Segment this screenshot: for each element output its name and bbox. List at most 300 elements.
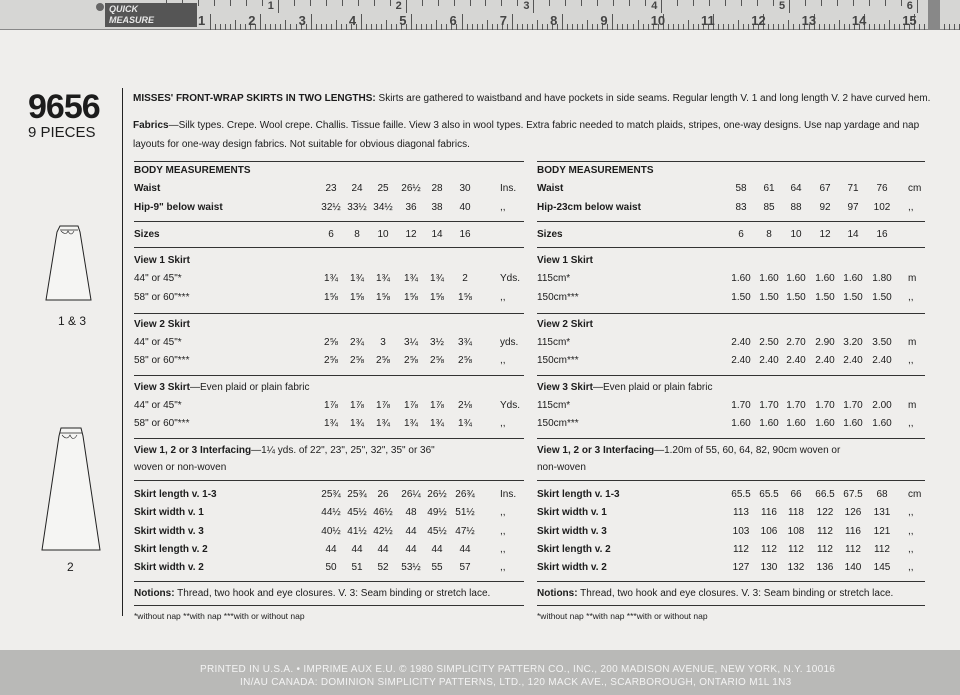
skirt-view-2-illustration [36,424,106,552]
cell-value: 130 [760,562,778,574]
ruler-mm-tick [275,24,276,30]
ruler-mm-tick [446,24,447,30]
ruler-inch-subtick [310,0,311,6]
ruler-mm-tick [683,24,684,30]
cell-value: 92 [819,202,831,213]
ruler-inch-subtick [725,0,726,6]
cell-value: 2.40 [759,355,779,366]
rule-line [134,375,524,376]
ruler-inch-subtick [821,0,822,6]
unit-label: ,, [500,355,506,366]
interfacing-line-2: non-woven [537,462,586,473]
unit-label: m [908,400,917,411]
ruler-inch-subtick [709,0,710,6]
ruler-inch-subtick [294,0,295,6]
ruler-inch-tick [661,0,662,13]
cell-value: 127 [732,562,750,574]
cell-value: 76 [876,183,888,194]
ruler-mm-tick [688,20,689,30]
cell-value: 1.50 [815,292,835,303]
ruler-mm-tick [944,24,945,30]
rule-line [537,581,925,582]
cell-value: 42½ [373,525,393,537]
cell-value: 61 [763,183,775,194]
ruler-mm-tick [316,24,317,30]
ruler-mm-tick [643,24,644,30]
cell-value: 112 [761,543,777,555]
cell-value: 97 [847,202,859,213]
ruler-inch-tick [278,0,279,13]
cell-value: 2.50 [759,337,779,348]
cell-value: 8 [354,229,360,240]
cell-value: 83 [735,202,747,213]
ruler-inch-subtick [326,0,327,6]
row-label: 58" or 60"*** [134,355,190,366]
ruler-inch-label: 3 [523,0,530,12]
cell-value: 1.60 [786,418,806,429]
cell-value: 10 [790,229,802,240]
ruler-mm-tick [371,24,372,30]
cell-value: 1.60 [815,273,835,284]
cell-value: 25¾ [321,489,341,500]
cell-value: 102 [873,202,891,213]
ruler-mm-tick [381,24,382,30]
ruler-inch-subtick [454,0,455,6]
ruler-inch-subtick [246,0,247,6]
notions-label: Notions: [134,588,175,599]
ruler-inch-subtick [757,0,758,6]
description-title: MISSES' FRONT-WRAP SKIRTS IN TWO LENGTHS: [133,93,376,104]
ruler-mm-tick [728,24,729,30]
ruler-mm-tick [592,24,593,30]
unit-label: ,, [908,292,914,303]
cell-value: 26 [377,489,389,500]
ruler-inch-subtick [214,0,215,6]
ruler-inch-subtick [374,0,375,6]
cell-value: 113 [733,507,749,519]
row-label: 58" or 60"*** [134,418,190,429]
cell-value: 2.40 [731,355,751,366]
cell-value: 126 [844,507,862,519]
ruler-inch-tick [917,0,918,13]
ruler-mm-tick [245,24,246,30]
ruler-inch-subtick [342,0,343,6]
notions-label: Notions: [537,588,578,599]
cell-value: 14 [431,229,443,240]
ruler-inch-label: 5 [779,0,786,12]
interfacing-text: —1.20m of 55, 60, 64, 82, 90cm woven or [654,445,841,456]
ruler-mm-tick [492,24,493,30]
ruler-mm-tick [376,24,377,30]
cell-value: 3¾ [458,337,472,348]
cell-value: 2⅝ [458,355,472,366]
ruler-mm-tick [793,24,794,30]
notions-text: Thread, two hook and eye closures. V. 3: Seam binding or stretch lace. [577,588,894,599]
ruler-mm-tick [673,24,674,30]
cell-value: 136 [816,562,834,574]
cell-value: 108 [787,525,805,537]
row-label: Skirt width v. 1 [537,507,607,519]
cell-value: 49½ [427,507,447,519]
cell-value: 26½ [401,183,421,194]
ruler-mm-tick [869,24,870,30]
cell-value: 1⅞ [430,400,444,411]
ruler-mm-tick [346,24,347,30]
ruler-cm-label: 5 [399,13,407,28]
cell-value: 2⅝ [430,355,444,366]
pattern-pieces: 9 PIECES [28,124,96,141]
row-label: Hip-23cm below waist [537,202,641,213]
ruler-mm-tick [648,24,649,30]
unit-label: ,, [500,543,506,555]
cell-value: 1.70 [731,400,751,411]
ruler-mm-tick [366,24,367,30]
cell-value: 44½ [321,507,341,519]
fabrics-text: —Silk types. Crepe. Wool crepe. Challis. Tissue faille. View 3 also in wool types. Extra fabric needed to match plaids, stripes, one-way designs. Use nap yardage and nap [168,120,920,131]
cell-value: 1⅝ [376,292,390,303]
cell-value: 116 [845,525,861,537]
rule-line [537,480,925,481]
unit-label: Yds. [500,273,521,284]
notions [537,588,893,600]
cell-value: 1.60 [759,273,779,284]
unit-label: ,, [500,418,506,429]
ruler-cm-label: 4 [348,13,357,28]
interfacing-line-1 [134,445,435,457]
cell-value: 23 [325,183,337,194]
ruler-inch-subtick [901,0,902,6]
unit-label: ,, [500,292,506,303]
ruler-inch-subtick [773,0,774,6]
cell-value: 40½ [321,525,341,537]
skirt-view-1-3-illustration [40,222,100,306]
rule-line [134,605,524,606]
view-3-label: View 3 Skirt [537,382,593,393]
cell-value: 122 [816,507,834,519]
row-label: Skirt length v. 2 [537,543,611,555]
row-label: 115cm* [537,337,571,348]
ruler-cm-label: 8 [550,13,558,28]
ruler-mm-tick [627,24,628,30]
ruler-mm-tick [527,24,528,30]
body-measurements-heading: BODY MEASUREMENTS [537,165,654,176]
ruler-inch-subtick [693,0,694,6]
ruler-mm-tick [698,24,699,30]
unit-label: yds. [500,337,519,348]
row-label: 44" or 45"* [134,273,182,284]
cell-value: 131 [873,507,891,519]
cell-value: 1¾ [430,418,444,429]
ruler-inch-subtick [517,0,518,6]
ruler-mm-tick [225,24,226,30]
cell-value: 1.60 [786,273,806,284]
cell-value: 3.20 [843,337,863,348]
ruler-mm-tick [597,24,598,30]
ruler-cm-tick [311,14,312,30]
ruler-cm-tick [411,14,412,30]
cell-value: 1.80 [872,273,892,284]
cell-value: 2⅝ [350,355,364,366]
ruler-mm-tick [567,24,568,30]
ruler-mm-tick [919,24,920,30]
canada-line: IN/AU CANADA: DOMINION SIMPLICITY PATTERNS, LTD., 120 MACK AVE., SCARBOROUGH, ONTARIO M1L 1N3 [240,677,792,688]
ruler-mm-tick [436,20,437,30]
ruler-mm-tick [783,24,784,30]
cell-value: 1.50 [731,292,751,303]
view-2-heading: View 2 Skirt [537,319,593,330]
unit-label: ,, [908,418,914,429]
row-label: Skirt width v. 3 [537,525,607,537]
ruler-mm-tick [617,24,618,30]
cell-value: 26¼ [401,489,421,500]
cell-value: 145 [873,562,891,574]
cell-value: 41½ [347,525,367,537]
unit-label: ,, [908,355,914,366]
ruler-mm-tick [235,20,236,30]
cell-value: 3 [380,337,386,348]
ruler-inch-label: 4 [651,0,658,12]
cell-value: 24 [351,183,363,194]
ruler-mm-tick [431,24,432,30]
ruler-mm-tick [844,24,845,30]
rule-line [537,161,925,162]
ruler-inch-subtick [438,0,439,6]
cell-value: 1.60 [759,418,779,429]
interfacing-text: —1¼ yds. of 22", 23", 25", 32", 35" or 36" [251,445,435,456]
rule-line [134,247,524,248]
cell-value: 2⅝ [324,337,338,348]
cell-value: 112 [817,543,833,555]
figure-caption-2: 2 [67,560,74,574]
cell-value: 1¾ [404,273,418,284]
cell-value: 2.40 [815,355,835,366]
cell-value: 50 [325,562,337,574]
cell-value: 65.5 [731,489,751,500]
ruler-inch-subtick [470,0,471,6]
cell-value: 25 [377,183,389,194]
ruler-inch-tick [533,0,534,13]
unit-label: Ins. [500,183,517,194]
ruler-mm-tick [874,24,875,30]
cell-value: 1¾ [430,273,444,284]
measure-label: MEASURE [109,15,155,25]
ruler-mm-tick [668,24,669,30]
cell-value: 2.70 [786,337,806,348]
rule-line [537,221,925,222]
cell-value: 6 [738,229,744,240]
cell-value: 140 [844,562,862,574]
cell-value: 2.00 [872,400,892,411]
row-label: Skirt width v. 2 [134,562,204,574]
ruler-inch-subtick [230,0,231,6]
rule-line [537,313,925,314]
ruler-mm-tick [693,24,694,30]
ruler-mm-tick [215,24,216,30]
cell-value: 1.60 [731,418,751,429]
cell-value: 1.50 [786,292,806,303]
cell-value: 2⅝ [404,355,418,366]
ruler-mm-tick [924,24,925,30]
cell-value: 3.50 [872,337,892,348]
ruler-mm-tick [799,24,800,30]
ruler-inch-subtick [613,0,614,6]
cell-value: 1¾ [376,418,390,429]
cell-value: 65.5 [759,489,779,500]
cell-value: 26¾ [455,489,475,500]
cell-value: 67 [819,183,831,194]
ruler-mm-tick [738,20,739,30]
ruler-mm-tick [879,24,880,30]
cell-value: 1¾ [350,273,364,284]
ruler-mm-tick [587,20,588,30]
ruler-mm-tick [718,24,719,30]
ruler-inch-subtick [853,0,854,6]
fabrics-line-1 [133,120,919,132]
cell-value: 6 [328,229,334,240]
ruler-mm-tick [819,24,820,30]
description-text: Skirts are gathered to waistband and have pockets in side seams. Regular length V. 1 and long length V. 2 have curved hem. [375,93,931,104]
rule-line [134,581,524,582]
cell-value: 1⅞ [324,400,338,411]
ruler-mm-tick [396,24,397,30]
ruler-mm-tick [220,24,221,30]
ruler-inch-subtick [869,0,870,6]
cell-value: 1.70 [815,400,835,411]
cell-value: 12 [405,229,417,240]
ruler-mm-tick [577,24,578,30]
unit-label: m [908,273,917,284]
cell-value: 32½ [321,202,341,213]
ruler-mm-tick [467,24,468,30]
unit-label: ,, [908,525,914,537]
unit-label: Yds. [500,400,521,411]
row-label: Skirt length v. 1-3 [537,489,620,500]
ruler-mm-tick [497,24,498,30]
rule-line [537,247,925,248]
ruler-mm-tick [778,24,779,30]
ruler-mm-tick [285,20,286,30]
ruler-hole [96,3,104,11]
ruler-mm-tick [829,24,830,30]
ruler-mm-tick [391,24,392,30]
row-label: 44" or 45"* [134,400,182,411]
cell-value: 40 [459,202,471,213]
cell-value: 66.5 [815,489,835,500]
ruler-mm-tick [582,24,583,30]
cell-value: 1¾ [458,418,472,429]
ruler-mm-tick [290,24,291,30]
cell-value: 64 [790,183,802,194]
row-label: 115cm* [537,273,571,284]
ruler-cm-tick [462,14,463,30]
cell-value: 1.60 [815,418,835,429]
cell-value: 48 [405,507,417,519]
ruler-mm-tick [416,24,417,30]
row-label: Skirt length v. 1-3 [134,489,217,500]
cell-value: 26½ [427,489,447,500]
cell-value: 2.40 [731,337,751,348]
cell-value: 3¼ [404,337,418,348]
row-label: 44" or 45"* [134,337,182,348]
cell-value: 88 [790,202,802,213]
ruler-cm-tick [562,14,563,30]
view-3-label: View 3 Skirt [134,382,190,393]
cell-value: 2⅝ [324,355,338,366]
fabrics-label: Fabrics [133,120,169,131]
cell-value: 44 [459,543,471,555]
ruler-cm-label: 9 [600,13,608,28]
ruler-mm-tick [899,24,900,30]
ruler-inch-subtick [182,0,183,6]
quick-label: QUICK [109,4,138,14]
unit-label: Ins. [500,489,517,500]
ruler-cm-label: 15 [902,13,917,28]
ruler-inch-subtick [565,0,566,6]
cell-value: 2.90 [815,337,835,348]
ruler-inch-subtick [741,0,742,6]
cell-value: 112 [845,543,861,555]
ruler-mm-tick [547,24,548,30]
ruler-inch-label: 2 [395,0,402,12]
ruler-mm-tick [824,24,825,30]
ruler-mm-tick [517,24,518,30]
ruler-mm-tick [633,24,634,30]
cell-value: 47½ [455,525,475,537]
ruler-end-tab [928,0,940,30]
cell-value: 121 [873,525,891,537]
ruler-mm-tick [839,20,840,30]
cell-value: 51½ [455,507,475,519]
cell-value: 1.50 [843,292,863,303]
ruler-inch-tick [789,0,790,13]
row-label: 150cm*** [537,418,579,429]
view-3-heading [134,382,309,394]
unit-label: cm [908,489,922,500]
cell-value: 44 [431,543,443,555]
footnote: *without nap **with nap ***with or without nap [537,611,708,621]
unit-label: ,, [500,525,506,537]
unit-label: ,, [908,202,914,213]
cell-value: 2.40 [786,355,806,366]
cell-value: 1.60 [843,273,863,284]
cell-value: 85 [763,202,775,213]
ruler-mm-tick [748,24,749,30]
ruler-inch-subtick [501,0,502,6]
cell-value: 118 [788,507,804,519]
ruler-cm-label: 13 [801,13,817,28]
cell-value: 1.70 [759,400,779,411]
row-label: Waist [537,183,564,194]
cell-value: 1⅞ [376,400,390,411]
ruler-mm-tick [240,24,241,30]
ruler-inch-label: 1 [267,0,274,12]
cell-value: 44 [405,543,417,555]
cell-value: 112 [874,543,890,555]
ruler-mm-tick [954,24,955,30]
ruler-mm-tick [331,24,332,30]
cell-value: 34½ [373,202,393,213]
ruler-inch-subtick [422,0,423,6]
rule-line [134,480,524,481]
ruler-cm-label: 2 [248,13,256,28]
row-label: Skirt width v. 2 [537,562,607,574]
row-label: 150cm*** [537,355,579,366]
ruler-inch-subtick [198,0,199,6]
ruler-inch-subtick [837,0,838,6]
rule-line [134,313,524,314]
ruler-mm-tick [723,24,724,30]
ruler-inch-subtick [549,0,550,6]
